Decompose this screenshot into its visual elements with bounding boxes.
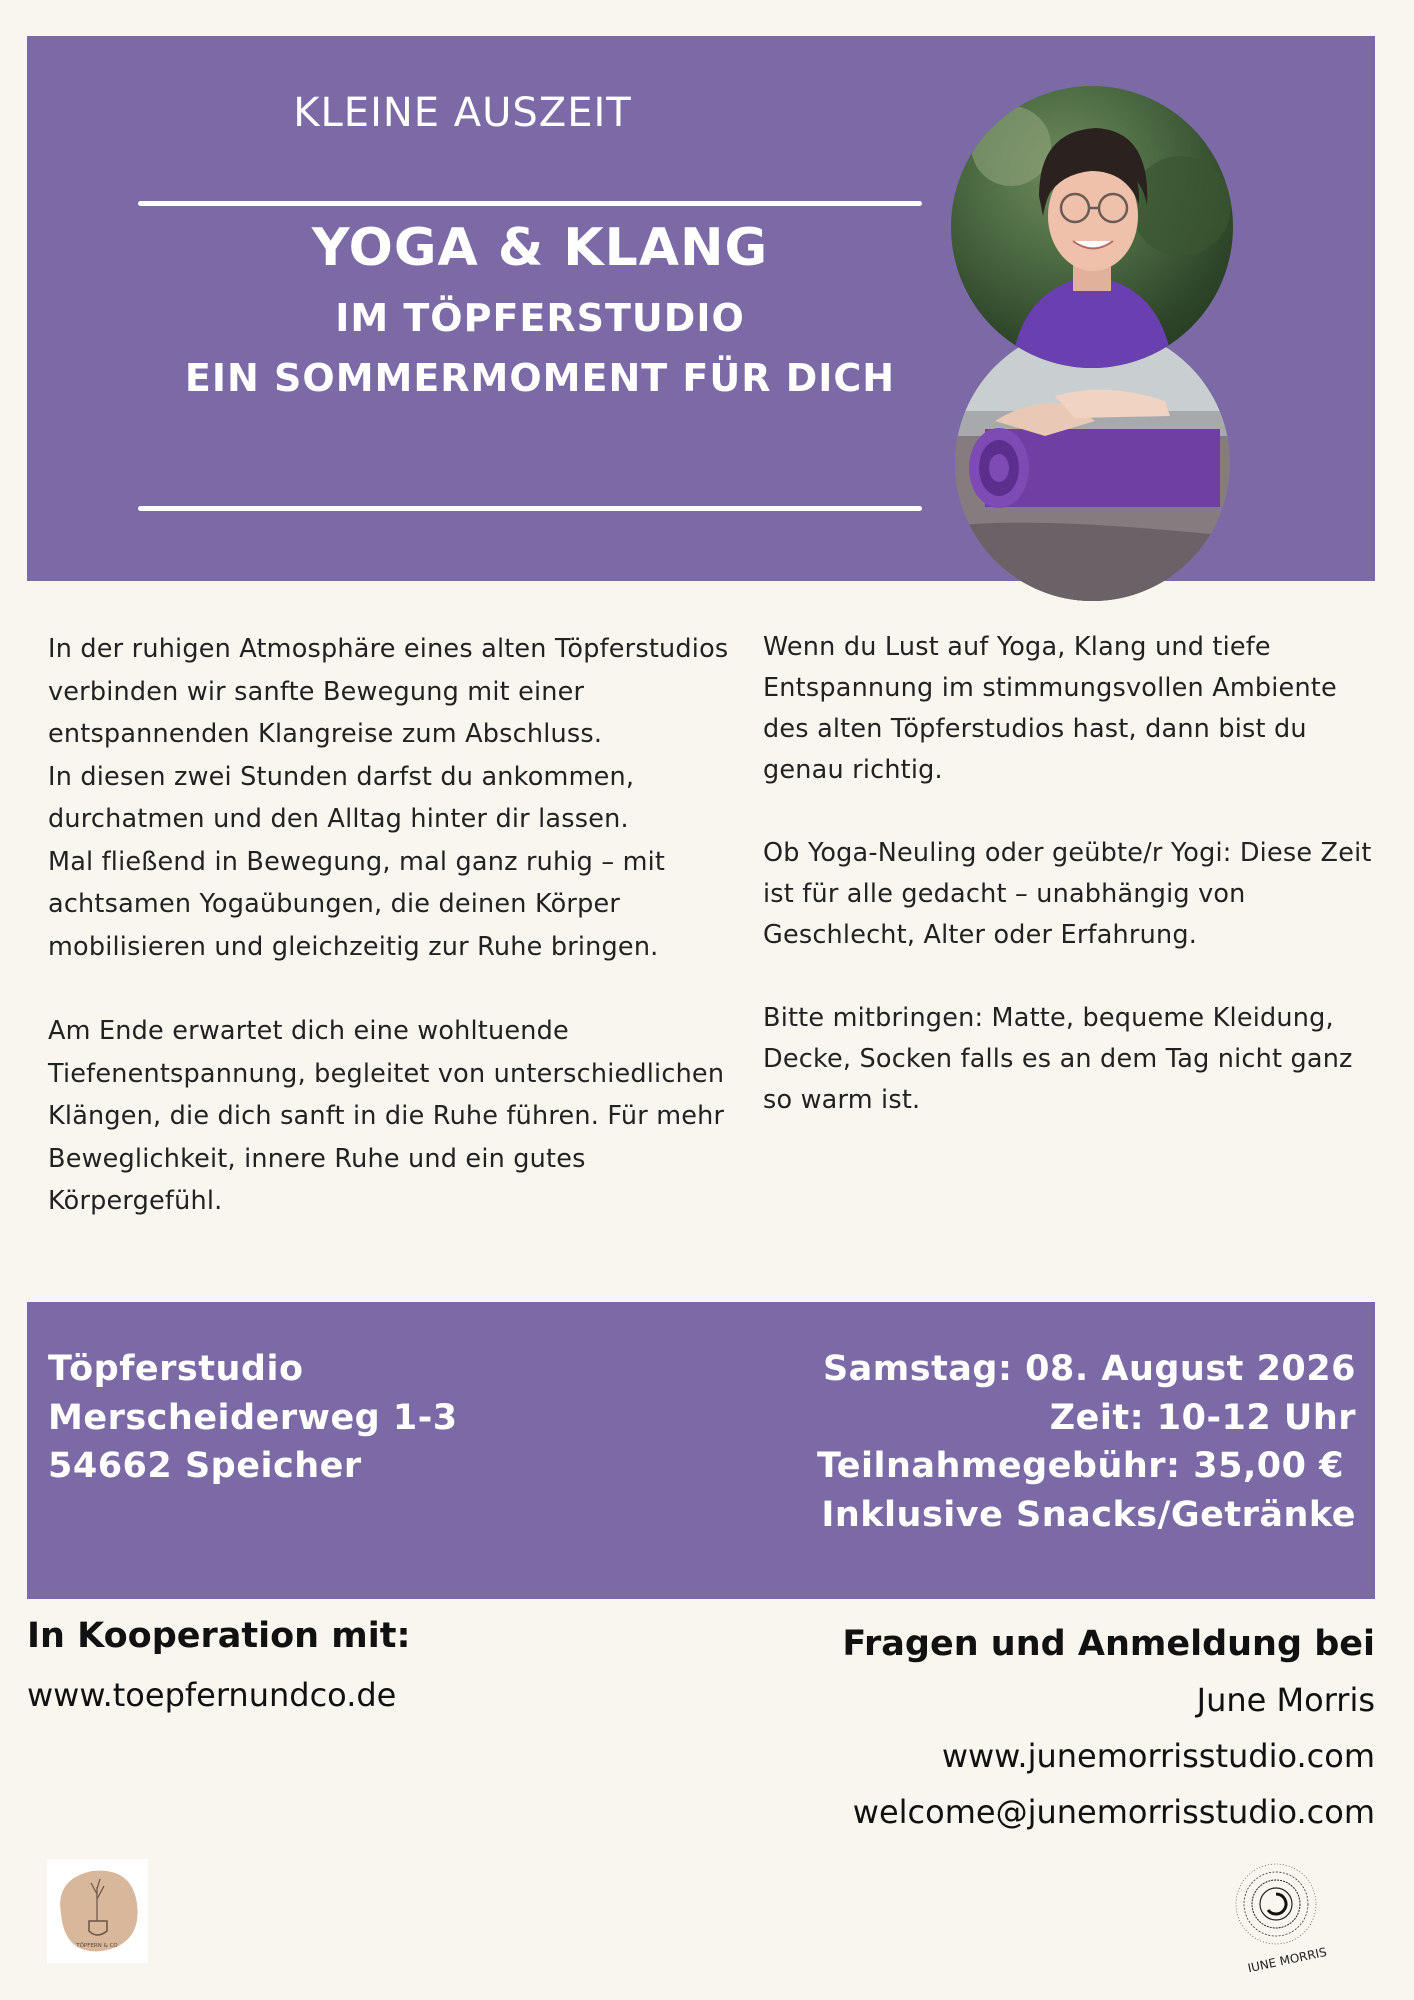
contact-email-link[interactable]: welcome@junemorrisstudio.com xyxy=(852,1793,1375,1831)
event-fee: Teilnahmegebühr: 35,00 € xyxy=(817,1446,1344,1486)
cooperation-heading: In Kooperation mit: xyxy=(27,1616,411,1656)
top-divider xyxy=(138,201,922,206)
audience-paragraph: Ob Yoga-Neuling oder geübte/r Yogi: Diese Zeit ist für alle gedacht – unabhängig von Geschlecht, Alter oder Erfahrung. xyxy=(763,838,1372,950)
event-date: Samstag: 08. August 2026 xyxy=(822,1349,1356,1389)
movement-paragraph: Mal fließend in Bewegung, mal ganz ruhig – mit achtsamen Yogaübungen, die deinen Körper mobilisieren und gleichzeitig zur Ruhe bringen. xyxy=(48,846,666,962)
intro-paragraph: In der ruhigen Atmosphäre eines alten Töpferstudios verbinden wir sanfte Bewegung mit einer entspannenden Klangreise zum Abschluss. xyxy=(48,634,729,749)
venue-name: Töpferstudio xyxy=(48,1349,304,1389)
contact-name: June Morris xyxy=(1196,1681,1375,1719)
toepfern-logo-text: TÖPFERN & CO xyxy=(76,1943,118,1949)
event-details xyxy=(817,1345,1356,1539)
bottom-divider xyxy=(138,506,922,511)
invitation-paragraph: Wenn du Lust auf Yoga, Klang und tiefe Entspannung im stimmungsvollen Ambiente des alten Töpferstudios hast, dann bist du genau richtig. xyxy=(763,632,1337,785)
event-title: YOGA & KLANG xyxy=(311,218,769,278)
venue-address xyxy=(48,1345,458,1491)
venue-street: Merscheiderweg 1-3 xyxy=(48,1397,458,1438)
arrival-paragraph: In diesen zwei Stunden darfst du ankommen, durchatmen und den Alltag hinter dir lassen. xyxy=(48,761,635,834)
contact-website-link[interactable]: www.junemorrisstudio.com xyxy=(941,1737,1375,1775)
kicker-text: KLEINE AUSZEIT xyxy=(293,90,632,136)
june-morris-logo xyxy=(1218,1852,1358,1972)
bring-along-paragraph: Bitte mitbringen: Matte, bequeme Kleidung, Decke, Socken falls es an dem Tag nicht ganz so warm ist. xyxy=(763,1003,1353,1115)
contact-heading: Fragen und Anmeldung bei xyxy=(842,1624,1375,1664)
contact-block xyxy=(842,1616,1375,1840)
description-right-column xyxy=(763,627,1373,1121)
venue-city: 54662 Speicher xyxy=(48,1446,362,1486)
toepfern-logo xyxy=(47,1859,148,1963)
event-time: Zeit: 10-12 Uhr xyxy=(1049,1397,1356,1438)
relaxation-paragraph: Am Ende erwartet dich eine wohltuende Tiefenentspannung, begleitet von unterschiedlichen Klängen, die dich sanft in die Ruhe führen. Für mehr Beweglichkeit, innere Ruhe und ein gutes Körpergefühl. xyxy=(48,1016,725,1216)
event-subtitle-location: IM TÖPFERSTUDIO xyxy=(335,296,745,340)
instructor-portrait xyxy=(951,86,1233,368)
description-left-column xyxy=(48,628,748,1223)
event-inclusive: Inklusive Snacks/Getränke xyxy=(821,1494,1356,1535)
event-subtitle-tagline: EIN SOMMERMOMENT FÜR DICH xyxy=(184,356,896,400)
june-morris-logo-text: JUNE MORRIS xyxy=(1246,1944,1328,1972)
cooperation-link[interactable]: www.toepfernundco.de xyxy=(27,1676,397,1714)
